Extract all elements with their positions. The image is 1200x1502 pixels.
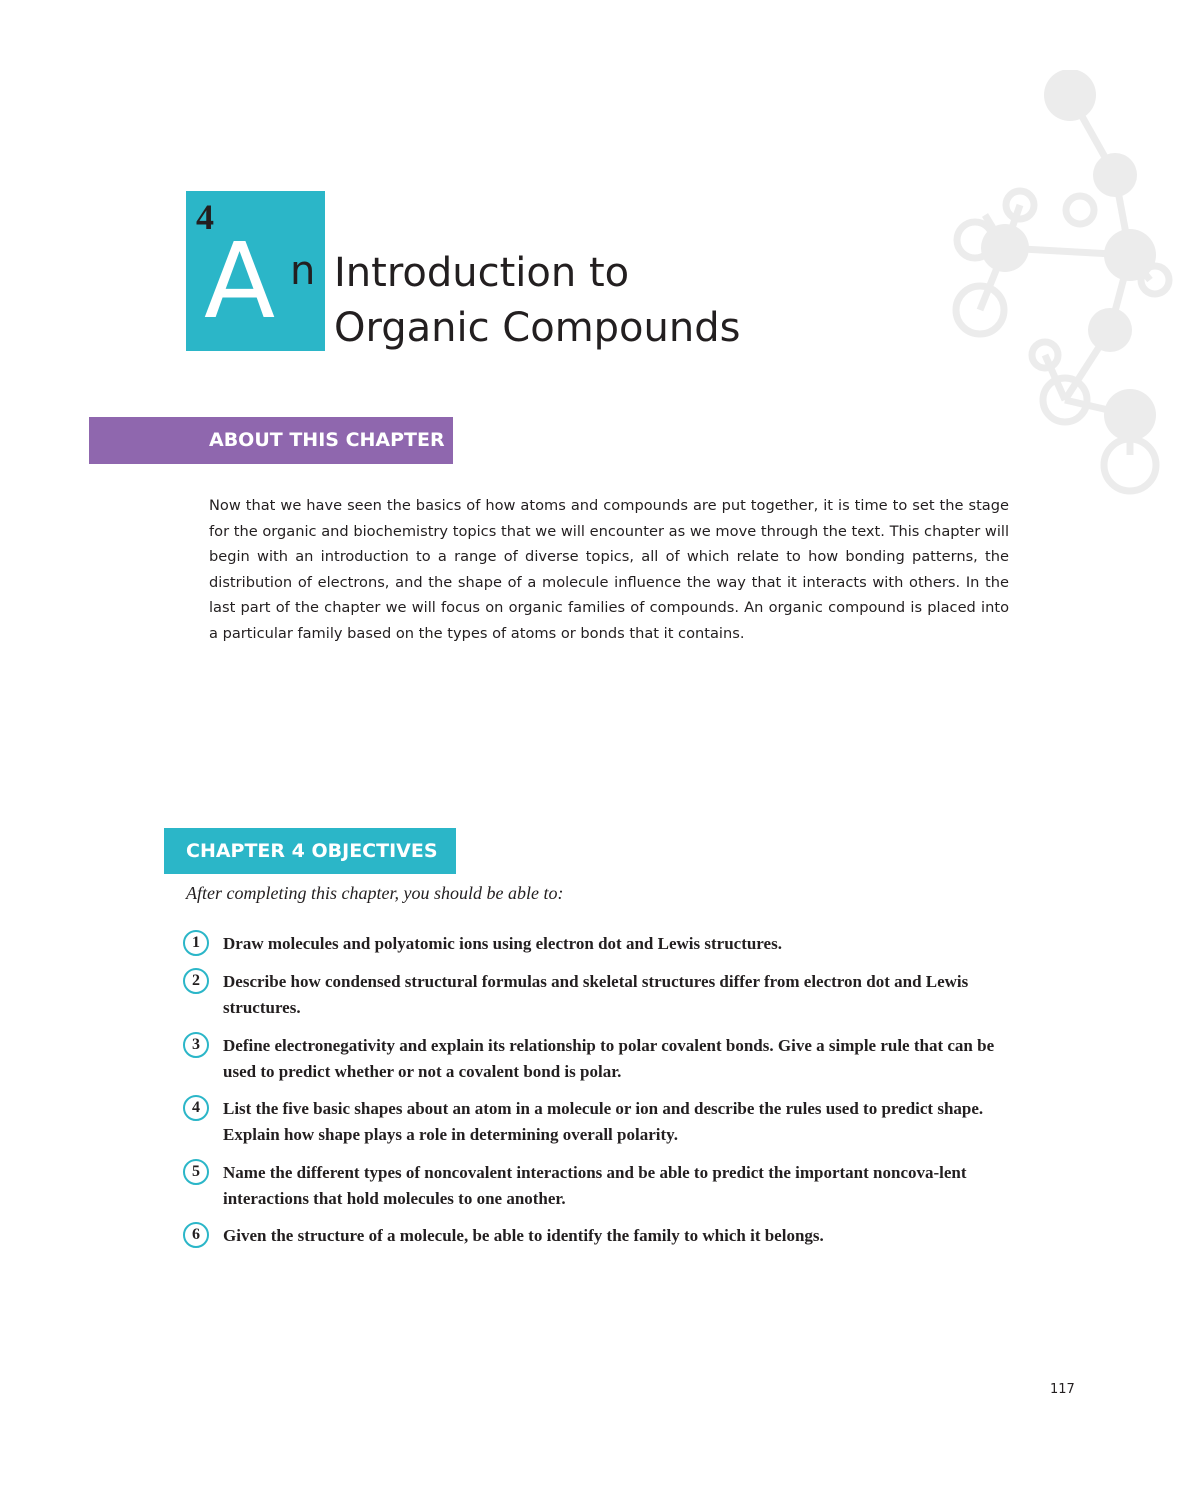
objectives-heading: CHAPTER 4 OBJECTIVES <box>164 828 456 874</box>
objective-text: List the five basic shapes about an atom in a molecule or ion and describe the rules used to predict shape. Explain how shape plays a role in determining overall polarity. <box>223 1099 984 1144</box>
about-chapter-body: Now that we have seen the basics of how atoms and compounds are put together, it is time to set the stage for the organic and biochemistry topics that we will encounter as we move through the text. This chapter will begin with an introduction to a range of diverse topics, all of which relate to how bonding patterns, the distribution of electrons, and the shape of a molecule influence the way that it interacts with others. In the last part of the chapter we will focus on organic families of compounds. An organic compound is placed into a particular family based on the types of atoms or bonds that it contains. <box>209 497 1009 642</box>
chapter-title-line-2: Organic Compounds <box>334 305 741 351</box>
objective-number-badge: 1 <box>183 930 209 956</box>
objective-text: Describe how condensed structural formulas and skeletal structures differ from electron dot and Lewis structures. <box>223 972 969 1017</box>
chapter-title-line-1: Introduction to <box>334 250 630 296</box>
objective-number-badge: 2 <box>183 968 209 994</box>
chapter-number-block <box>186 191 325 351</box>
objective-text: Name the different types of noncovalent interactions and be able to predict the important noncova-lent interactions that hold molecules to one another. <box>223 1163 967 1208</box>
chapter-title <box>334 246 740 356</box>
about-chapter-heading: ABOUT THIS CHAPTER <box>89 417 453 464</box>
title-drop-cap-rest: n <box>290 248 316 294</box>
objective-number-badge: 4 <box>183 1095 209 1121</box>
title-drop-cap: A <box>204 220 276 342</box>
objectives-intro: After completing this chapter, you should be able to: <box>186 883 564 903</box>
chapter-number: 4 <box>196 197 214 237</box>
objective-number-badge: 6 <box>183 1222 209 1248</box>
objective-number-badge: 3 <box>183 1032 209 1058</box>
page-number: 117 <box>1050 1382 1075 1397</box>
objective-text: Given the structure of a molecule, be able to identify the family to which it belongs. <box>223 1226 824 1245</box>
molecule-decoration <box>920 70 1200 510</box>
objective-number-badge: 5 <box>183 1159 209 1185</box>
objective-text: Define electronegativity and explain its relationship to polar covalent bonds. Give a simple rule that can be used to predict whether or not a covalent bond is polar. <box>223 1036 995 1081</box>
objective-text: Draw molecules and polyatomic ions using electron dot and Lewis structures. <box>223 934 782 953</box>
atom-node <box>1044 70 1096 121</box>
